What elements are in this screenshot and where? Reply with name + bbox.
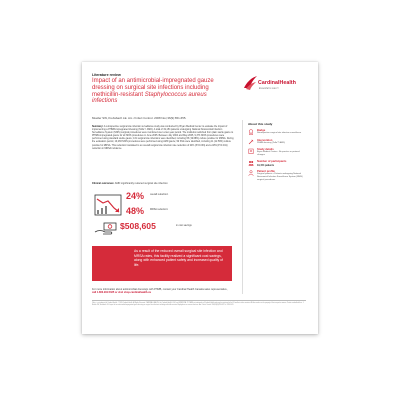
cardinal-bird-icon	[242, 74, 258, 92]
divider	[92, 300, 306, 301]
stat-value: 48%	[126, 206, 145, 216]
citation: Mueller SW, Krebsbach LE. Am J Infect Control. 2008 Nov;36(9):651-655.	[92, 116, 187, 120]
title-main: Impact of an antimicrobial-impregnated gauze dressing on surgical site infections including methicillin-resistant	[92, 78, 214, 98]
document-title	[92, 78, 232, 105]
stat-mrsa-reduction	[126, 206, 169, 216]
summary-lead: Summary:	[92, 126, 104, 128]
stat-value: 24%	[126, 191, 145, 201]
sidebar-item-badge	[248, 129, 308, 135]
summary-body: A retrospective surgical site infection surveillance study was conducted by Bryan Medical Center to evaluate the impact of implementing a PHMB-impregnated dressing (Telfa™ AMD). A total of 19,154 patients undergoing National Nosocomial Infection Surveillance System (NNIS) surgical procedures were monitored over a two-year period. The institution switched from plain sterile gauze to PHMB-impregnated gauze for all NNIS procedures in June 2005. Between July 2004 and May 2005, 9,373 NNIS procedures were performed using standard sterile gauze; 131 surgical site infections were identified, including 65 (19.68%) culture positive for MRSA. During the evaluation period, 10,283 NNIS procedures were performed using AMD gauze; 99 SSIs were identified, including 11 (12.59%) culture positive for MRSA. This reduction translated to an overall surgical site infection rate reduction of 24% (P=0.033) and a 48% (P=0.041) reduction in MRSA incidence.	[92, 126, 234, 150]
brand-logo	[242, 74, 304, 94]
sidebar-item-title: Patient profile	[257, 170, 275, 173]
sidebar-item-title: Number of participants	[257, 160, 287, 164]
outcomes-lead: Clinical outcomes:	[92, 182, 115, 185]
sidebar-item-title: Study details	[257, 148, 274, 151]
sidebar-item-text: Retrospective surgical site infection surveillance	[257, 132, 302, 135]
sidebar-item-participants	[248, 160, 308, 166]
footnote: Telfa™ is a trademark of Cardinal Health. © 2020 Cardinal Health. All Rights Reserved. CARDINAL HEALTH, the Cardinal Health LOGO and ESSENTIAL TO CARE are trademarks of Cardinal Health and may be registered in the US and/or in other countries. All other marks are the property of their respective owners. Patent cardinalhealth.ca. 1. Mueller SW, Krebsbach LE. Impact of an antimicrobial-impregnated gauze dressing on surgical site infections including methicillin-resistant Staphylococcus aureus infections. Am J Infect Control. 2008;36(9):651-655. Lit. 2020-1051.	[92, 303, 305, 306]
stat-caption: in cost savings	[176, 223, 192, 227]
more-info	[92, 288, 234, 295]
stat-caption: MRSA reduction¹	[150, 208, 169, 211]
document-page	[82, 62, 318, 334]
outcomes-body: AMD significantly reduced surgical site infection	[114, 182, 168, 185]
sidebar-item-text: Bryan Medical Center • No practice or protocol changes	[257, 151, 300, 157]
people-icon	[248, 160, 254, 166]
chart-down-icon	[94, 193, 122, 217]
sidebar-item-title: Badge	[257, 129, 266, 132]
sidebar-heading: About this study	[248, 122, 273, 126]
summary-paragraph	[92, 126, 234, 151]
highlight-banner: As a result of the reduced overall surgical site infection and MRSA rates, this facility realized a significant cost savings, along with enhanced patient safety and increased quality of life.	[92, 246, 232, 281]
logo-name: CardinalHealth	[258, 80, 297, 86]
stat-caption: overall reduction¹	[150, 193, 169, 196]
stat-overall-reduction	[126, 191, 169, 201]
badge-icon	[248, 129, 254, 135]
sidebar-item-title: Intervention	[257, 138, 273, 142]
patient-icon	[248, 170, 254, 176]
sidebar-item-study-details	[248, 148, 308, 157]
sidebar-item-intervention	[248, 139, 308, 145]
hospital-icon	[248, 148, 254, 154]
about-study-sidebar	[242, 120, 308, 294]
stat-cost-savings	[120, 221, 192, 231]
sidebar-item-text: 19,154 patients	[257, 163, 275, 167]
logo-tagline: Essential to care™	[259, 86, 280, 90]
more-info-text: For more information about antimicrobial dressings with PHMB, contact your Cardinal Health Canada sales representative,	[92, 288, 228, 291]
section-label: Literature review	[92, 73, 121, 77]
title-italic: Staphylococcus aureus infections	[92, 91, 207, 105]
syringe-icon	[248, 139, 254, 145]
sidebar-item-patient-profile	[248, 170, 308, 182]
clinical-outcomes	[92, 182, 168, 185]
stat-value: $508,605	[120, 221, 156, 231]
contact-link[interactable]: call 1.800.291.5025 or visit shop.cardinalhealth.ca	[92, 291, 151, 295]
sidebar-item-text: Surgical patients • Patients undergoing National Nosocomial Infection Surveillance System (NNIS) surgical procedures	[257, 173, 303, 182]
sidebar-item-text: PHMB dressing (Telfa™ AMD)	[257, 141, 285, 144]
money-hand-icon	[94, 222, 118, 236]
